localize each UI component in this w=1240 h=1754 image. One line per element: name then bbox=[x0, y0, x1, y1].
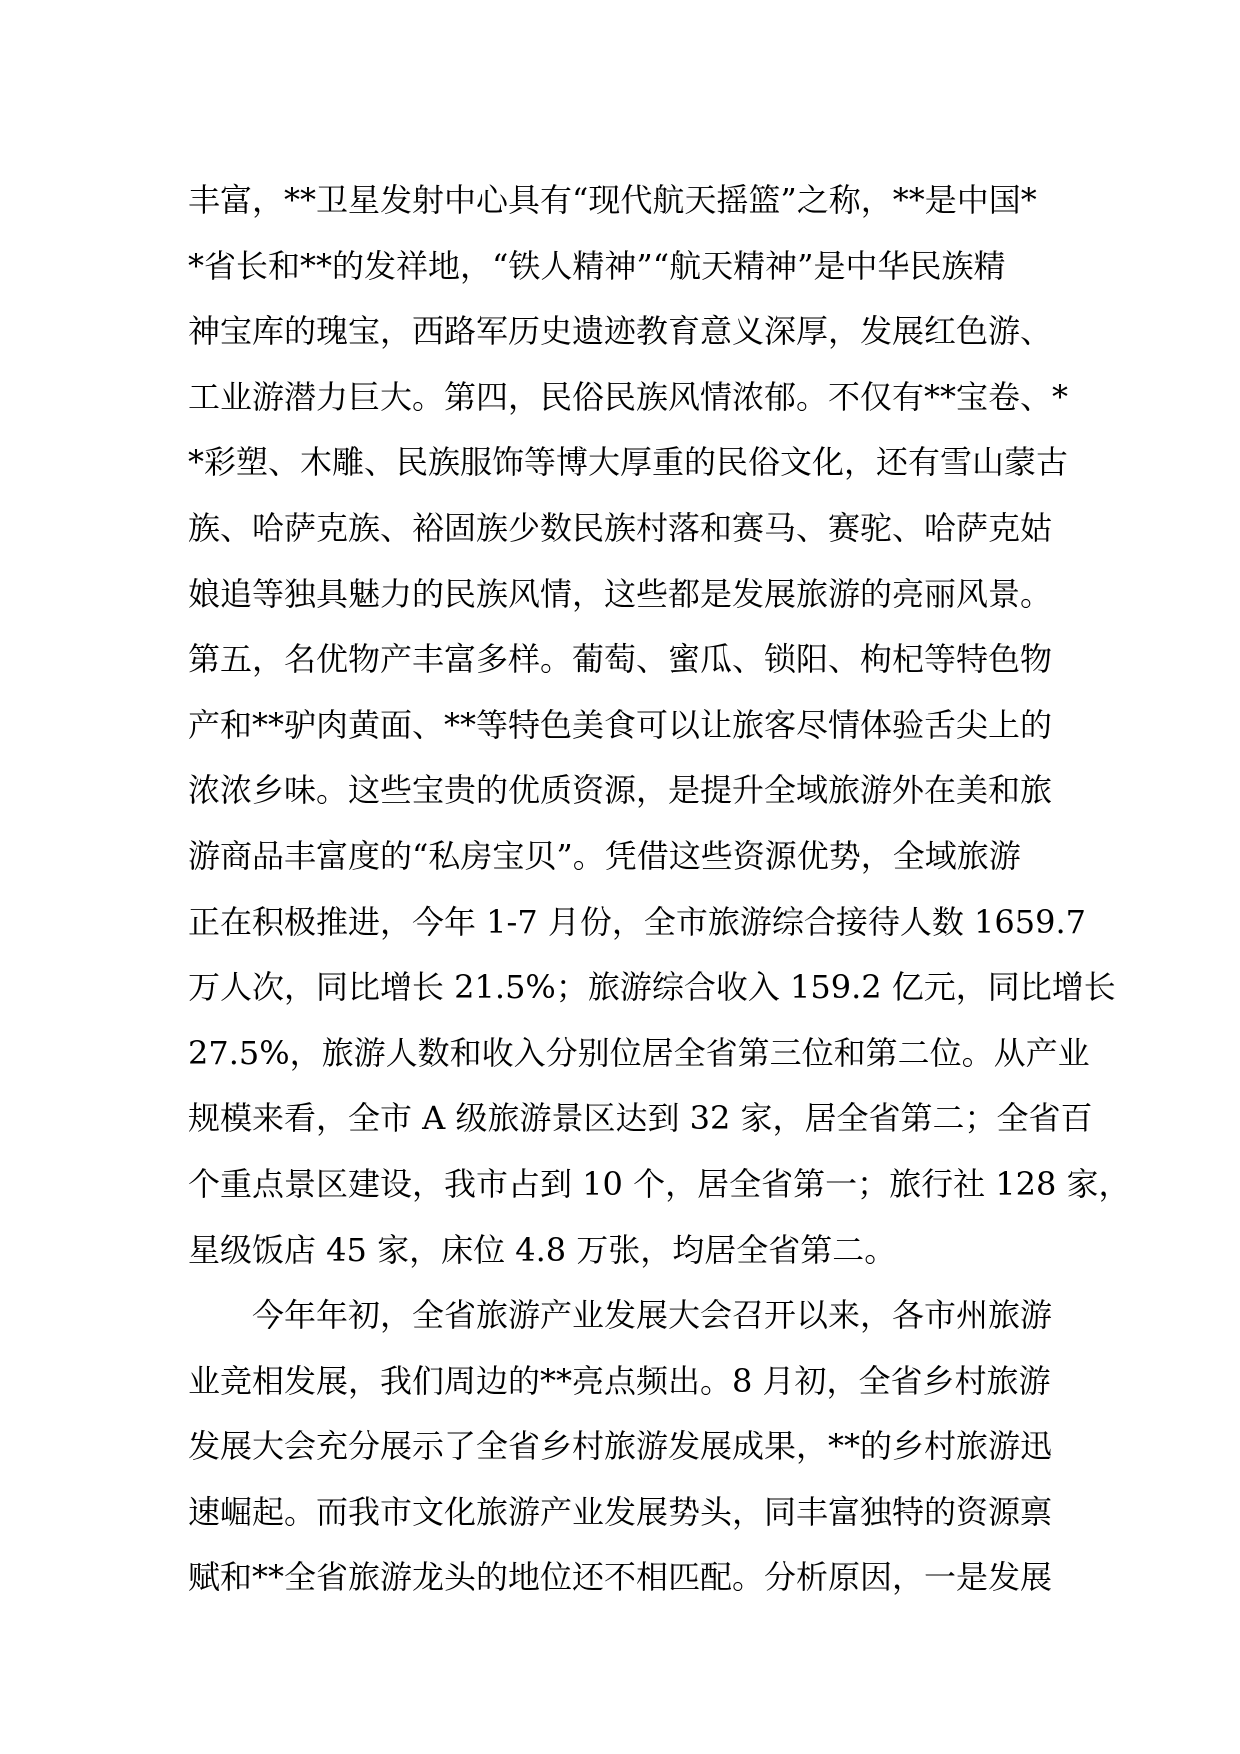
text-line: 27.5%，旅游人数和收入分别位居全省第三位和第二位。从产业 bbox=[188, 1033, 1090, 1072]
text-line: 正在积极推进，今年 1-7 月份，全市旅游综合接待人数 1659.7 bbox=[188, 902, 1087, 941]
text-line: 工业游潜力巨大。第四，民俗民族风情浓郁。不仅有**宝卷、* bbox=[188, 377, 1069, 416]
paragraph-2 bbox=[188, 1283, 1088, 1611]
text-line: 族、哈萨克族、裕固族少数民族村落和赛马、赛驼、哈萨克姑 bbox=[188, 508, 1053, 547]
text-line: *彩塑、木雕、民族服饰等博大厚重的民俗文化，还有雪山蒙古 bbox=[188, 443, 1069, 482]
text-line: 丰富，**卫星发射中心具有“现代航天摇篮”之称，**是中国* bbox=[188, 181, 1037, 219]
text-line: 今年年初，全省旅游产业发展大会召开以来，各市州旅游 bbox=[252, 1296, 1053, 1335]
text-line: 赋和**全省旅游龙头的地位还不相匹配。分析原因，一是发展 bbox=[188, 1558, 1053, 1597]
paragraph-1 bbox=[188, 168, 1131, 1283]
text-line: 第五，名优物产丰富多样。葡萄、蜜瓜、锁阳、枸杞等特色物 bbox=[188, 640, 1053, 679]
text-line: 个重点景区建设，我市占到 10 个，居全省第一；旅行社 128 家， bbox=[188, 1164, 1131, 1203]
document-body bbox=[188, 168, 1131, 1611]
text-line: 星级饭店 45 家，床位 4.8 万张，均居全省第二。 bbox=[188, 1230, 897, 1269]
text-line: 规模来看，全市 A 级旅游景区达到 32 家，居全省第二；全省百 bbox=[188, 1099, 1093, 1138]
text-line: 娘追等独具魅力的民族风情，这些都是发展旅游的亮丽风景。 bbox=[188, 574, 1053, 613]
text-line: *省长和**的发祥地，“铁人精神”“航天精神”是中华民族精 bbox=[188, 246, 1006, 285]
text-line: 神宝库的瑰宝，西路军历史遗迹教育意义深厚，发展红色游、 bbox=[188, 312, 1053, 351]
text-line: 速崛起。而我市文化旅游产业发展势头，同丰富独特的资源禀 bbox=[188, 1492, 1053, 1531]
text-line: 业竞相发展，我们周边的**亮点频出。8 月初，全省乡村旅游 bbox=[188, 1361, 1051, 1400]
text-line: 产和**驴肉黄面、**等特色美食可以让旅客尽情体验舌尖上的 bbox=[188, 705, 1053, 744]
text-line: 游商品丰富度的“私房宝贝”。凭借这些资源优势，全域旅游 bbox=[188, 836, 1021, 875]
text-line: 万人次，同比增长 21.5%；旅游综合收入 159.2 亿元，同比增长 bbox=[188, 968, 1116, 1007]
text-line: 浓浓乡味。这些宝贵的优质资源，是提升全域旅游外在美和旅 bbox=[188, 771, 1053, 810]
text-line: 发展大会充分展示了全省乡村旅游发展成果，**的乡村旅游迅 bbox=[188, 1427, 1053, 1466]
